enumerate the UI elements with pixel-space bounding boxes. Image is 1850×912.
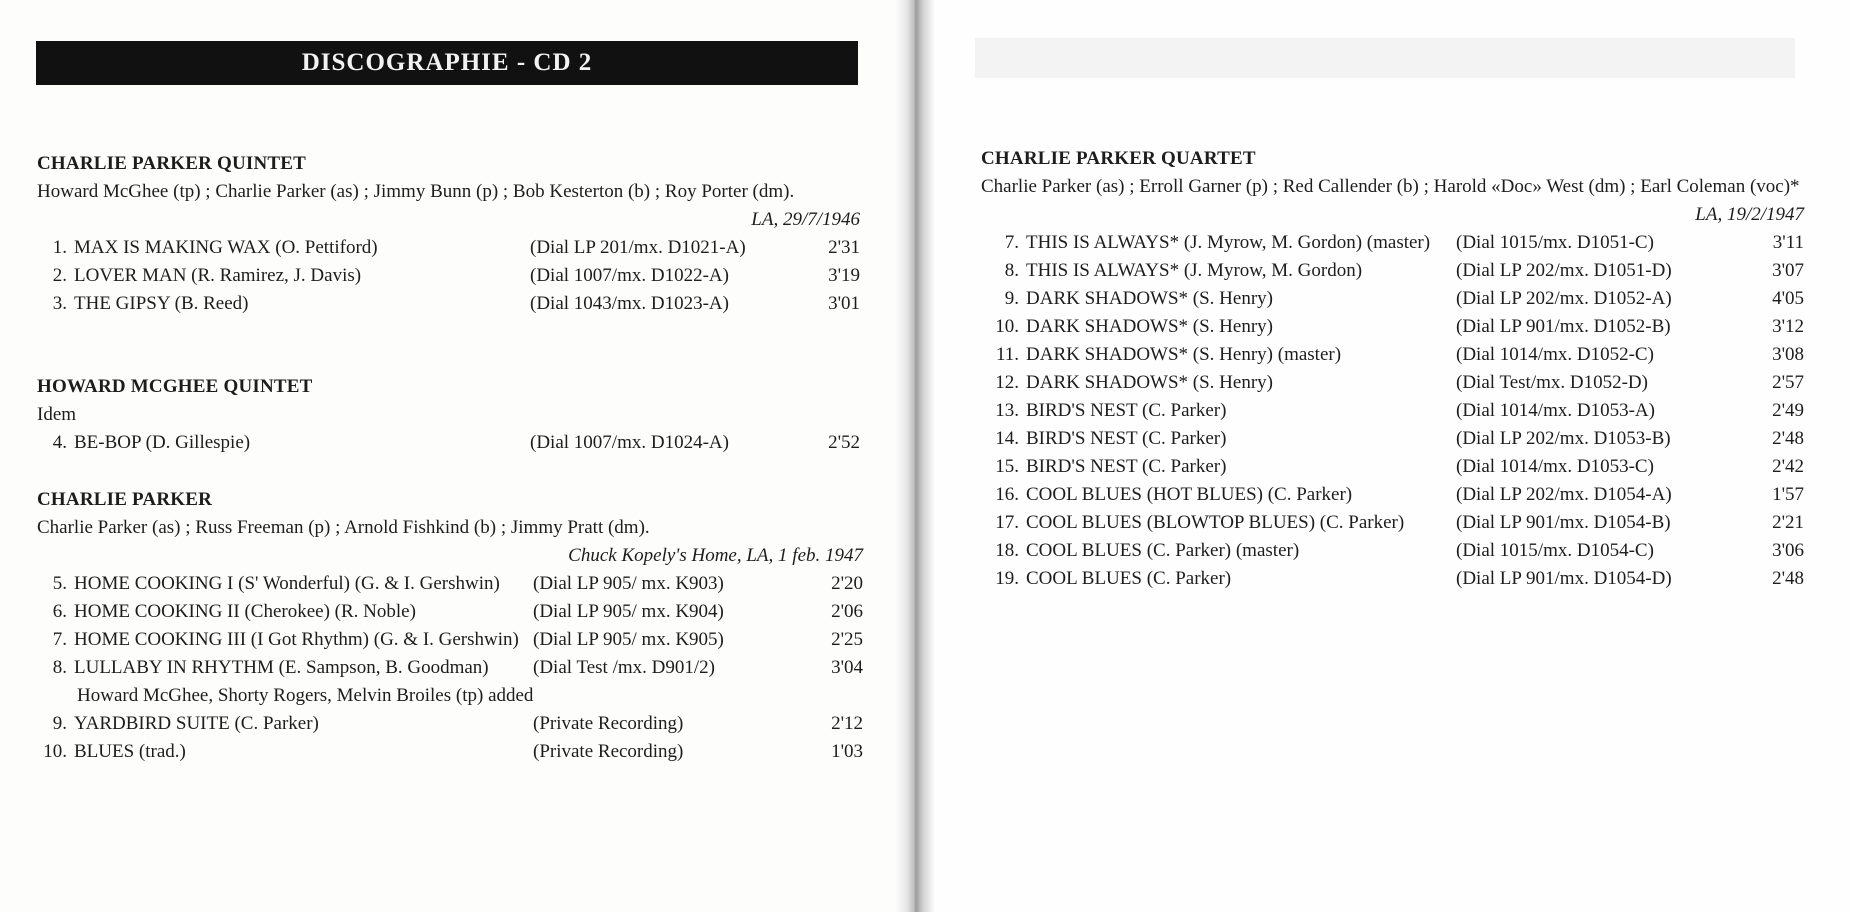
track-label: (Dial 1014/mx. D1053-C) — [1456, 456, 1654, 477]
track-time: 2'48 — [1772, 428, 1804, 449]
track-number: 8. — [1004, 260, 1019, 281]
track-number: 17. — [995, 512, 1019, 533]
recording-place: LA, 29/7/1946 — [751, 209, 860, 230]
track-row — [37, 429, 860, 457]
track-time: 2'57 — [1772, 372, 1804, 393]
track-number: 2. — [52, 265, 67, 286]
track-list — [981, 229, 1804, 593]
personnel: Charlie Parker (as) ; Russ Freeman (p) ; Arnold Fishkind (b) ; Jimmy Pratt (dm). — [37, 517, 650, 538]
track-number: 11. — [995, 344, 1019, 365]
track-label: (Dial LP 905/ mx. K905) — [533, 629, 724, 650]
track-title: DARK SHADOWS* (S. Henry) — [1026, 288, 1273, 309]
recording-place: LA, 19/2/1947 — [1695, 204, 1804, 225]
track-number: 9. — [52, 713, 67, 734]
track-row — [37, 598, 863, 626]
track-title: COOL BLUES (C. Parker) — [1026, 568, 1232, 589]
track-row — [981, 537, 1804, 565]
track-number: 6. — [52, 601, 67, 622]
page-title: DISCOGRAPHIE - CD 2 — [301, 49, 593, 76]
track-number: 14. — [995, 428, 1019, 449]
track-label: (Dial Test /mx. D901/2) — [533, 657, 715, 678]
track-time: 2'21 — [1772, 512, 1804, 533]
track-title: COOL BLUES (C. Parker) (master) — [1026, 540, 1300, 561]
track-number: 10. — [43, 741, 67, 762]
faded-banner — [975, 38, 1795, 78]
book-gutter — [895, 0, 935, 912]
track-time: 1'03 — [831, 741, 863, 762]
track-time: 3'12 — [1772, 316, 1804, 337]
track-row — [981, 229, 1804, 257]
track-title: DARK SHADOWS* (S. Henry) (master) — [1026, 344, 1342, 365]
track-label: (Private Recording) — [533, 713, 684, 734]
section-title: CHARLIE PARKER QUINTET — [37, 153, 307, 174]
track-row — [981, 257, 1804, 285]
track-title: THIS IS ALWAYS* (J. Myrow, M. Gordon) (master) — [1026, 232, 1431, 253]
section-title: CHARLIE PARKER — [37, 489, 213, 510]
track-row — [981, 341, 1804, 369]
track-time: 2'31 — [828, 237, 860, 258]
track-number: 16. — [995, 484, 1019, 505]
track-title: HOME COOKING III (I Got Rhythm) (G. & I. Gershwin) — [74, 629, 519, 650]
section-title: CHARLIE PARKER QUARTET — [981, 148, 1256, 169]
track-title: LULLABY IN RHYTHM (E. Sampson, B. Goodman) — [74, 657, 489, 678]
track-title: BIRD'S NEST (C. Parker) — [1026, 400, 1227, 421]
track-time: 2'20 — [831, 573, 863, 594]
track-label: (Dial LP 905/ mx. K903) — [533, 573, 724, 594]
track-title: BIRD'S NEST (C. Parker) — [1026, 428, 1227, 449]
track-label: (Dial LP 202/mx. D1053-B) — [1456, 428, 1671, 449]
section-charlie-parker-quintet — [37, 150, 860, 318]
track-time: 2'25 — [831, 629, 863, 650]
track-time: 3'07 — [1772, 260, 1804, 281]
track-row — [981, 285, 1804, 313]
track-time: 2'49 — [1772, 400, 1804, 421]
track-label: (Dial LP 202/mx. D1054-A) — [1456, 484, 1672, 505]
track-number: 18. — [995, 540, 1019, 561]
track-label: (Dial 1015/mx. D1051-C) — [1456, 232, 1654, 253]
track-time: 3'19 — [828, 265, 860, 286]
track-time: 3'01 — [828, 293, 860, 314]
track-time: 1'57 — [1772, 484, 1804, 505]
track-number: 1. — [52, 237, 67, 258]
track-label: (Dial LP 202/mx. D1051-D) — [1456, 260, 1672, 281]
track-title: YARDBIRD SUITE (C. Parker) — [74, 713, 319, 734]
track-row — [37, 626, 863, 654]
track-label: (Dial LP 901/mx. D1054-D) — [1456, 568, 1672, 589]
track-row — [981, 425, 1804, 453]
track-title: LOVER MAN (R. Ramirez, J. Davis) — [74, 265, 362, 286]
track-label: (Dial 1007/mx. D1024-A) — [530, 432, 729, 453]
track-label: (Dial LP 202/mx. D1052-A) — [1456, 288, 1672, 309]
track-row — [981, 565, 1804, 593]
track-label: (Dial 1015/mx. D1054-C) — [1456, 540, 1654, 561]
track-title: THE GIPSY (B. Reed) — [74, 293, 249, 314]
personnel: Idem — [37, 404, 77, 425]
track-title: HOME COOKING I (S' Wonderful) (G. & I. Gershwin) — [74, 573, 500, 594]
track-title: COOL BLUES (BLOWTOP BLUES) (C. Parker) — [1026, 512, 1405, 533]
track-time: 2'06 — [831, 601, 863, 622]
track-number: 15. — [995, 456, 1019, 477]
track-time: 2'42 — [1772, 456, 1804, 477]
track-row — [981, 397, 1804, 425]
track-row — [981, 453, 1804, 481]
track-label: (Dial 1007/mx. D1022-A) — [530, 265, 729, 286]
track-number: 7. — [52, 629, 67, 650]
track-number: 7. — [1004, 232, 1019, 253]
page-title-banner — [36, 41, 858, 85]
track-row — [981, 313, 1804, 341]
track-time: 4'05 — [1772, 288, 1804, 309]
track-number: 19. — [995, 568, 1019, 589]
track-time: 3'06 — [1772, 540, 1804, 561]
personnel: Charlie Parker (as) ; Erroll Garner (p) ; Red Callender (b) ; Harold «Doc» West (dm) ; Earl Coleman (voc)* — [981, 176, 1800, 197]
track-row — [37, 262, 860, 290]
track-label: (Dial 1014/mx. D1052-C) — [1456, 344, 1654, 365]
track-row — [981, 481, 1804, 509]
track-title: HOME COOKING II (Cherokee) (R. Noble) — [74, 601, 416, 622]
track-time: 2'12 — [831, 713, 863, 734]
track-number: 12. — [995, 372, 1019, 393]
track-title: COOL BLUES (HOT BLUES) (C. Parker) — [1026, 484, 1353, 505]
recording-place: Chuck Kopely's Home, LA, 1 feb. 1947 — [568, 545, 863, 566]
track-title: BLUES (trad.) — [74, 741, 186, 762]
track-title: MAX IS MAKING WAX (O. Pettiford) — [74, 237, 378, 258]
track-number: 4. — [52, 432, 67, 453]
track-time: 3'04 — [831, 657, 863, 678]
track-label: (Dial 1043/mx. D1023-A) — [530, 293, 729, 314]
track-title: THIS IS ALWAYS* (J. Myrow, M. Gordon) — [1026, 260, 1363, 281]
section-howard-mcghee-quintet — [37, 373, 860, 457]
track-title: BE-BOP (D. Gillespie) — [74, 432, 251, 453]
track-row — [37, 654, 863, 682]
track-row — [37, 738, 863, 766]
personnel-note: Howard McGhee, Shorty Rogers, Melvin Broiles (tp) added — [77, 685, 534, 706]
track-label: (Dial Test/mx. D1052-D) — [1456, 372, 1648, 393]
track-label: (Dial 1014/mx. D1053-A) — [1456, 400, 1655, 421]
track-number: 3. — [52, 293, 67, 314]
track-title: DARK SHADOWS* (S. Henry) — [1026, 316, 1273, 337]
track-row — [37, 710, 863, 738]
track-label: (Dial LP 201/mx. D1021-A) — [530, 237, 746, 258]
track-time: 3'08 — [1772, 344, 1804, 365]
track-label: (Dial LP 901/mx. D1054-B) — [1456, 512, 1671, 533]
track-label: (Dial LP 905/ mx. K904) — [533, 601, 724, 622]
track-time: 2'52 — [828, 432, 860, 453]
section-charlie-parker — [37, 486, 863, 766]
track-time: 3'11 — [1772, 232, 1804, 253]
track-row — [981, 369, 1804, 397]
track-row — [981, 509, 1804, 537]
track-number: 9. — [1004, 288, 1019, 309]
track-row — [37, 234, 860, 262]
section-charlie-parker-quartet — [981, 145, 1804, 593]
track-row — [37, 290, 860, 318]
track-number: 8. — [52, 657, 67, 678]
personnel: Howard McGhee (tp) ; Charlie Parker (as) ; Jimmy Bunn (p) ; Bob Kesterton (b) ; Roy Porter (dm). — [37, 181, 795, 202]
track-number: 10. — [995, 316, 1019, 337]
track-label: (Private Recording) — [533, 741, 684, 762]
track-time: 2'48 — [1772, 568, 1804, 589]
track-row — [37, 570, 863, 598]
track-title: DARK SHADOWS* (S. Henry) — [1026, 372, 1273, 393]
track-number: 13. — [995, 400, 1019, 421]
track-title: BIRD'S NEST (C. Parker) — [1026, 456, 1227, 477]
track-number: 5. — [52, 573, 67, 594]
track-label: (Dial LP 901/mx. D1052-B) — [1456, 316, 1671, 337]
section-title: HOWARD MCGHEE QUINTET — [37, 376, 313, 397]
